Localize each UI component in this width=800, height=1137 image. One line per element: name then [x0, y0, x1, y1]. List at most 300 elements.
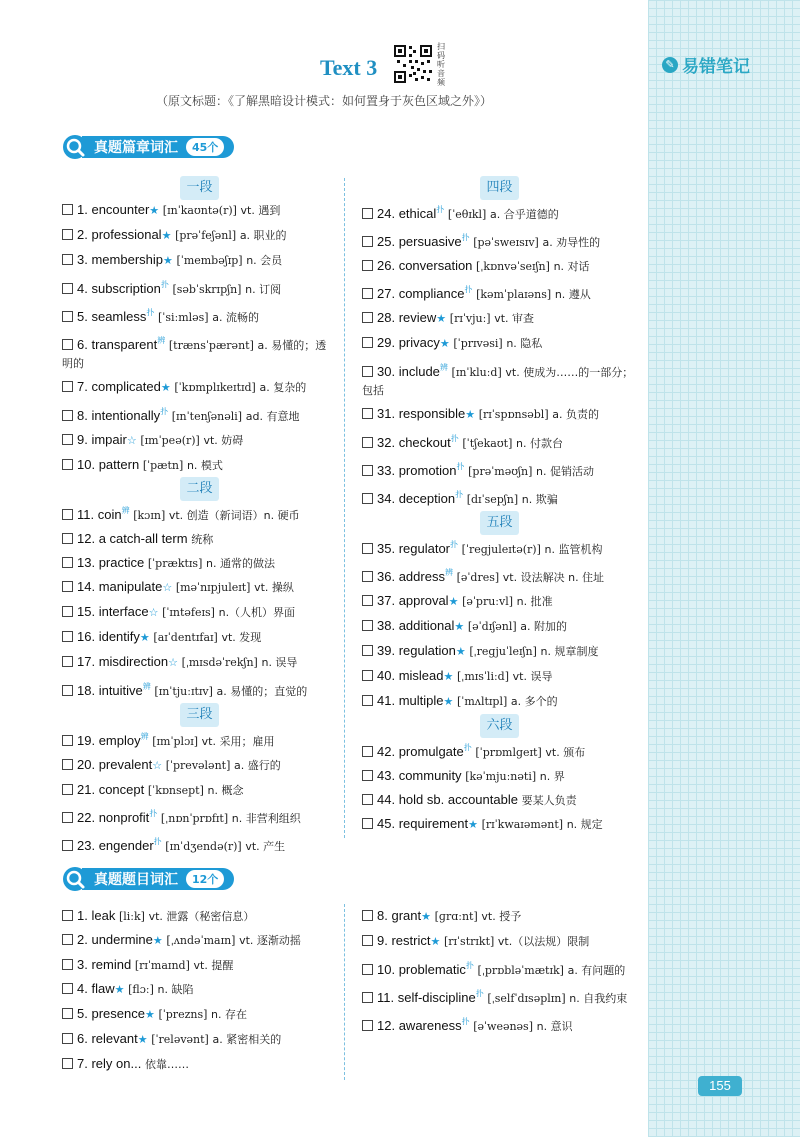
entry-number: 3.: [77, 252, 88, 267]
checkbox[interactable]: [62, 381, 73, 392]
frequency-mark-icon: ★: [439, 338, 450, 350]
vocab-entry: [362, 736, 637, 764]
entry-number: 26.: [377, 258, 396, 273]
entry-definition: n. 误导: [261, 656, 298, 669]
entry-number: 32.: [377, 435, 396, 450]
frequency-mark-icon: 扑: [450, 434, 459, 443]
entry-phonetic: [ɪnˈkluːd]: [451, 366, 502, 379]
checkbox[interactable]: [362, 312, 373, 323]
vocab-entry: [362, 982, 637, 1010]
vocab-entry: [62, 198, 337, 223]
vocab-entry: [362, 954, 637, 982]
entry-definition: n. 自我约束: [569, 992, 628, 1005]
paragraph-label-text: 一段: [180, 176, 218, 200]
entry-phonetic: [ˈprɪvəsi]: [453, 337, 503, 350]
vocab-entry: [362, 764, 637, 788]
entry-phonetic: [ɪnˈdʒendə(r)]: [165, 840, 242, 853]
entry-phonetic: [rɪˈkwaɪəmənt]: [481, 818, 564, 831]
entry-word: relevant: [91, 1031, 138, 1046]
vocab-entry: [362, 904, 637, 929]
qr-caption: 扫码听音频: [437, 42, 445, 87]
checkbox[interactable]: [362, 992, 373, 1003]
entry-word: intentionally: [91, 408, 161, 423]
frequency-mark-icon: 扑: [465, 961, 474, 970]
vocab-entry: [62, 778, 337, 802]
entry-phonetic: [ˈreləvənt]: [151, 1033, 209, 1046]
entry-phonetic: [ɡrɑːnt]: [434, 910, 478, 923]
frequency-mark-icon: ★: [468, 819, 478, 831]
frequency-mark-icon: ★: [448, 596, 459, 608]
entry-phonetic: [ˈmembəʃɪp]: [176, 254, 243, 267]
checkbox[interactable]: [62, 581, 73, 592]
entry-phonetic: [ˌmɪsˈliːd]: [457, 670, 510, 683]
checkbox[interactable]: [62, 1058, 73, 1069]
checkbox[interactable]: [62, 283, 73, 294]
entry-word: employ: [98, 733, 141, 748]
entry-definition: n. 会员: [246, 254, 283, 267]
vocab-entry: [62, 575, 337, 600]
checkbox[interactable]: [62, 1008, 73, 1019]
checkbox[interactable]: [62, 685, 73, 696]
entry-definition: a. 易懂的；直觉的: [216, 685, 308, 698]
entry-number: 6.: [77, 337, 88, 352]
entry-phonetic: [ˈregjuleɪtə(r)]: [461, 543, 541, 556]
entry-definition: a. 负责的: [552, 408, 599, 421]
entry-number: 41.: [377, 693, 396, 708]
vocab-entry: [362, 278, 637, 306]
entry-word: self-discipline: [397, 990, 476, 1005]
entry-phonetic: [flɔː]: [128, 983, 154, 996]
checkbox[interactable]: [62, 606, 73, 617]
entry-number: 1.: [77, 202, 88, 217]
entry-word: hold sb. accountable: [398, 792, 518, 807]
entry-phonetic: [ˌprɒbləˈmætɪk]: [477, 964, 564, 977]
entry-definition: n. 规定: [566, 818, 603, 831]
entry-word: flaw: [91, 981, 115, 996]
entry-number: 6.: [77, 1031, 88, 1046]
checkbox[interactable]: [362, 571, 373, 582]
frequency-mark-icon: ☆: [168, 657, 178, 669]
entry-number: 25.: [377, 234, 396, 249]
frequency-mark-icon: 扑: [160, 407, 169, 416]
column-divider: [344, 904, 345, 1080]
entry-word: transparent: [91, 337, 158, 352]
entry-number: 37.: [377, 593, 396, 608]
magnifier-icon: [62, 866, 88, 892]
entry-number: 9.: [77, 432, 88, 447]
vocab-entry: [62, 675, 337, 703]
checkbox[interactable]: [362, 964, 373, 975]
frequency-mark-icon: ★: [443, 696, 454, 708]
entry-definition: vt. 审查: [494, 312, 535, 325]
entry-word: additional: [398, 618, 455, 633]
checkbox[interactable]: [362, 670, 373, 681]
entry-number: 19.: [77, 733, 96, 748]
column-divider: [344, 178, 345, 838]
entry-phonetic: [pəˈsweɪsɪv]: [473, 236, 539, 249]
vocab-entry: [362, 402, 637, 427]
entry-number: 3.: [77, 957, 88, 972]
entry-phonetic: [prəˈfeʃənl]: [175, 229, 237, 242]
entry-definition: vt. 采用；雇用: [201, 735, 275, 748]
vocab-entry: [62, 329, 337, 375]
entry-definition: vt. 产生: [245, 840, 286, 853]
entry-word: misdirection: [98, 654, 169, 669]
vocab-entry: [362, 929, 637, 954]
frequency-mark-icon: ★: [443, 671, 454, 683]
vocab-entry: [62, 301, 337, 329]
entry-number: 11.: [377, 990, 395, 1005]
passage-vocab-right-column: [362, 176, 637, 837]
entry-number: 14.: [77, 579, 96, 594]
checkbox[interactable]: [362, 437, 373, 448]
frequency-mark-icon: 辨: [121, 506, 130, 515]
checkbox[interactable]: [62, 784, 73, 795]
entry-phonetic: [əˈdres]: [456, 571, 500, 584]
checkbox[interactable]: [62, 631, 73, 642]
checkbox[interactable]: [62, 735, 73, 746]
checkbox[interactable]: [62, 410, 73, 421]
entry-word: compliance: [398, 286, 465, 301]
frequency-mark-icon: 扑: [149, 809, 158, 818]
paragraph-label-text: 六段: [480, 714, 518, 738]
paragraph-label-text: 四段: [480, 176, 518, 200]
entry-number: 13.: [77, 555, 96, 570]
frequency-mark-icon: ★: [139, 632, 150, 644]
entry-definition: vt. 发现: [221, 631, 262, 644]
vocab-entry: [62, 273, 337, 301]
checkbox[interactable]: [62, 934, 73, 945]
entry-word: address: [398, 569, 445, 584]
entry-definition: n.（人机）界面: [218, 606, 296, 619]
vocab-entry: [62, 1027, 337, 1052]
entry-phonetic: [ˈtʃekaʊt]: [462, 437, 513, 450]
vocab-entry: [362, 589, 637, 614]
entry-phonetic: [ˈeθɪkl]: [447, 208, 487, 221]
entry-phonetic: [ˌnɒnˈprɒfɪt]: [160, 812, 229, 825]
frequency-mark-icon: ★: [430, 936, 441, 948]
vocab-entry: [362, 639, 637, 664]
entry-phonetic: [rɪˈstrɪkt]: [443, 935, 495, 948]
checkbox[interactable]: [62, 656, 73, 667]
checkbox[interactable]: [62, 557, 73, 568]
entry-word: promulgate: [398, 744, 464, 759]
entry-number: 31.: [377, 406, 396, 421]
checkbox[interactable]: [362, 770, 373, 781]
vocab-entry: [362, 614, 637, 639]
entry-number: 4.: [77, 281, 88, 296]
entry-word: membership: [91, 252, 163, 267]
entry-definition: n. 订阅: [245, 283, 282, 296]
entry-number: 5.: [77, 309, 88, 324]
entry-definition: a. 紧密相关的: [212, 1033, 282, 1046]
vocab-entry: [62, 1052, 337, 1076]
entry-definition: n. 批准: [516, 595, 553, 608]
entry-definition: 依靠……: [144, 1058, 189, 1071]
vocab-entry: [362, 1010, 637, 1038]
vocab-entry: [62, 248, 337, 273]
checkbox[interactable]: [62, 311, 73, 322]
entry-number: 5.: [77, 1006, 88, 1021]
entry-word: prevalent: [98, 757, 153, 772]
entry-word: professional: [91, 227, 162, 242]
checkbox[interactable]: [362, 695, 373, 706]
entry-word: multiple: [398, 693, 444, 708]
checkbox[interactable]: [362, 337, 373, 348]
entry-number: 29.: [377, 335, 396, 350]
entry-number: 33.: [377, 463, 396, 478]
vocab-entry: [362, 306, 637, 331]
entry-word: remind: [91, 957, 132, 972]
frequency-mark-icon: 辨: [439, 363, 448, 372]
entry-word: regulation: [398, 643, 456, 658]
frequency-mark-icon: 扑: [455, 490, 464, 499]
entry-number: 12.: [77, 531, 96, 546]
entry-number: 24.: [377, 206, 396, 221]
entry-phonetic: [ˈpræktɪs]: [147, 557, 203, 570]
entry-phonetic: [ˈsiːmləs]: [158, 311, 209, 324]
checkbox[interactable]: [62, 229, 73, 240]
paragraph-label-text: 五段: [480, 511, 518, 535]
checkbox[interactable]: [362, 620, 373, 631]
entry-phonetic: [rɪˈmaɪnd]: [134, 959, 190, 972]
checkbox[interactable]: [62, 759, 73, 770]
vocab-entry: [362, 561, 637, 589]
vocab-entry: [62, 223, 337, 248]
entry-definition: n. 欺骗: [521, 493, 558, 506]
frequency-mark-icon: ★: [114, 984, 125, 996]
vocab-entry: [62, 904, 337, 928]
entry-definition: a. 易懂的；透明的: [62, 339, 327, 370]
entry-definition: n. 界: [539, 770, 565, 783]
checkbox[interactable]: [362, 746, 373, 757]
entry-definition: n. 规章制度: [540, 645, 599, 658]
checkbox[interactable]: [362, 935, 373, 946]
frequency-mark-icon: ★: [149, 205, 160, 217]
entry-word: conversation: [398, 258, 473, 273]
frequency-mark-icon: 扑: [475, 989, 484, 998]
checkbox[interactable]: [362, 543, 373, 554]
entry-definition: n. 促销活动: [536, 465, 594, 478]
entry-definition: n. 概念: [207, 784, 244, 797]
question-vocab-right-column: [362, 904, 637, 1038]
checkbox[interactable]: [362, 408, 373, 419]
entry-word: subscription: [91, 281, 161, 296]
checkbox[interactable]: [62, 204, 73, 215]
frequency-mark-icon: 辨: [157, 336, 166, 345]
paragraph-label: [62, 703, 337, 725]
vocab-entry: [62, 400, 337, 428]
entry-number: 28.: [377, 310, 396, 325]
page-number: 155: [698, 1076, 742, 1096]
entry-word: encounter: [91, 202, 150, 217]
checkbox[interactable]: [362, 208, 373, 219]
entry-number: 12.: [377, 1018, 396, 1033]
frequency-mark-icon: ★: [454, 621, 465, 633]
checkbox[interactable]: [62, 840, 73, 851]
entry-word: persuasive: [398, 234, 462, 249]
frequency-mark-icon: ★: [137, 1034, 148, 1046]
entry-phonetic: [ɪnˈtjuːɪtɪv]: [154, 685, 213, 698]
entry-definition: a. 职业的: [239, 229, 287, 242]
entry-number: 30.: [377, 364, 396, 379]
entry-definition: a. 复杂的: [259, 381, 307, 394]
checkbox[interactable]: [362, 645, 373, 656]
entry-word: a catch-all term: [98, 531, 188, 546]
entry-phonetic: [məˈnɪpjuleɪt]: [175, 581, 251, 594]
entry-word: grant: [391, 908, 422, 923]
checkbox[interactable]: [62, 509, 73, 520]
checkbox[interactable]: [362, 1020, 373, 1031]
checkbox[interactable]: [62, 339, 73, 350]
entry-word: undermine: [91, 932, 153, 947]
entry-definition: vt. 遇到: [240, 204, 281, 217]
entry-word: awareness: [398, 1018, 462, 1033]
checkbox[interactable]: [62, 910, 73, 921]
checkbox[interactable]: [362, 260, 373, 271]
section-header-passage-vocab: [62, 134, 234, 160]
entry-number: 2.: [77, 932, 88, 947]
vocab-entry: [362, 689, 637, 714]
checkbox[interactable]: [362, 288, 373, 299]
entry-phonetic: [dɪˈsepʃn]: [466, 493, 519, 506]
entry-phonetic: [əˈweənəs]: [473, 1020, 533, 1033]
vocab-entry: [362, 356, 637, 402]
entry-phonetic: [əˈdɪʃənl]: [467, 620, 517, 633]
checkbox[interactable]: [362, 493, 373, 504]
entry-definition: vt. 创造（新词语）n. 硬币: [168, 509, 300, 522]
entry-word: rely on...: [91, 1056, 142, 1071]
entry-word: leak: [91, 908, 116, 923]
entry-phonetic: [ˈprezns]: [158, 1008, 208, 1021]
notes-panel-label: 易错笔记: [682, 57, 750, 77]
entry-definition: vt. 误导: [512, 670, 553, 683]
entry-word: intuitive: [98, 683, 143, 698]
checkbox[interactable]: [62, 983, 73, 994]
frequency-mark-icon: ★: [465, 409, 476, 421]
entry-word: nonprofit: [98, 810, 150, 825]
entry-definition: vt. 妨碍: [203, 434, 244, 447]
vocab-entry: [62, 830, 337, 858]
entry-definition: 统称: [191, 533, 214, 546]
checkbox[interactable]: [62, 533, 73, 544]
vocab-entry: [362, 331, 637, 356]
vocab-entry: [362, 226, 637, 254]
checkbox[interactable]: [62, 959, 73, 970]
entry-phonetic: [trænsˈpærənt]: [168, 339, 254, 352]
qr-code-icon[interactable]: [393, 44, 433, 84]
vocab-entry: [362, 533, 637, 561]
question-vocab-left-column: [62, 904, 337, 1076]
entry-number: 38.: [377, 618, 396, 633]
checkbox[interactable]: [362, 465, 373, 476]
entry-number: 15.: [77, 604, 96, 619]
entry-definition: a. 流畅的: [212, 311, 259, 324]
entry-number: 11.: [77, 507, 95, 522]
entry-phonetic: [ˌselfˈdɪsəplɪn]: [487, 992, 566, 1005]
checkbox[interactable]: [362, 818, 373, 829]
vocab-entry: [62, 977, 337, 1002]
entry-word: responsible: [398, 406, 466, 421]
entry-number: 36.: [377, 569, 396, 584]
vocab-entry: [62, 428, 337, 453]
checkbox[interactable]: [362, 910, 373, 921]
entry-phonetic: [səbˈskrɪpʃn]: [172, 283, 242, 296]
vocab-entry: [62, 725, 337, 753]
entry-number: 23.: [77, 838, 96, 853]
checkbox[interactable]: [62, 254, 73, 265]
frequency-mark-icon: ☆: [126, 435, 137, 447]
frequency-mark-icon: ★: [161, 230, 172, 242]
entry-word: pattern: [98, 457, 140, 472]
entry-definition: vt. 授予: [481, 910, 522, 923]
entry-word: include: [398, 364, 440, 379]
section-header-question-vocab: [62, 866, 234, 892]
entry-number: 8.: [77, 408, 88, 423]
entry-phonetic: [rɪˈspɒnsəbl]: [478, 408, 549, 421]
entry-definition: vt. 泄露（秘密信息）: [148, 910, 255, 923]
entry-phonetic: [ˈprevələnt]: [165, 759, 231, 772]
entry-definition: n. 非营利组织: [231, 812, 301, 825]
frequency-mark-icon: ★: [163, 255, 173, 267]
original-title: （原文标题：《了解黑暗设计模式：如何置身于灰色区域之外》）: [155, 94, 492, 108]
checkbox[interactable]: [62, 812, 73, 823]
vocab-entry: [62, 600, 337, 625]
entry-number: 20.: [77, 757, 96, 772]
entry-phonetic: [ɪmˈpeə(r)]: [140, 434, 200, 447]
frequency-mark-icon: 扑: [461, 1017, 470, 1026]
paragraph-label: [362, 511, 637, 533]
entry-phonetic: [prəˈməʊʃn]: [468, 465, 533, 478]
entry-phonetic: [ˈɪntəfeɪs]: [162, 606, 215, 619]
checkbox[interactable]: [62, 459, 73, 470]
entry-definition: vt. 操纵: [254, 581, 294, 594]
checkbox[interactable]: [62, 1033, 73, 1044]
entry-phonetic: [ˌkɒnvəˈseɪʃn]: [476, 260, 550, 273]
checkbox[interactable]: [362, 366, 373, 377]
entry-number: 10.: [77, 457, 96, 472]
vocab-entry: [62, 499, 337, 527]
entry-definition: vt. 提醒: [193, 959, 234, 972]
frequency-mark-icon: 辨: [142, 682, 151, 691]
notes-panel: [648, 0, 800, 1137]
entry-word: manipulate: [98, 579, 163, 594]
frequency-mark-icon: 扑: [450, 540, 459, 549]
entry-number: 22.: [77, 810, 96, 825]
paragraph-label: [62, 477, 337, 499]
checkbox[interactable]: [362, 595, 373, 606]
entry-word: concept: [98, 782, 145, 797]
entry-word: practice: [98, 555, 145, 570]
entry-number: 43.: [377, 768, 396, 783]
entry-number: 39.: [377, 643, 396, 658]
checkbox[interactable]: [362, 236, 373, 247]
entry-phonetic: [ˌmɪsdəˈrekʃn]: [181, 656, 258, 669]
entry-word: problematic: [398, 962, 466, 977]
entry-word: review: [398, 310, 437, 325]
entry-word: promotion: [398, 463, 457, 478]
entry-phonetic: [ˈprɒmlgeɪt]: [475, 746, 542, 759]
frequency-mark-icon: 辨: [444, 568, 453, 577]
entry-number: 7.: [77, 379, 88, 394]
paragraph-label: [62, 176, 337, 198]
entry-number: 40.: [377, 668, 396, 683]
checkbox[interactable]: [362, 794, 373, 805]
frequency-mark-icon: 辨: [140, 732, 149, 741]
entry-word: interface: [98, 604, 149, 619]
entry-definition: a. 附加的: [520, 620, 567, 633]
checkbox[interactable]: [62, 434, 73, 445]
